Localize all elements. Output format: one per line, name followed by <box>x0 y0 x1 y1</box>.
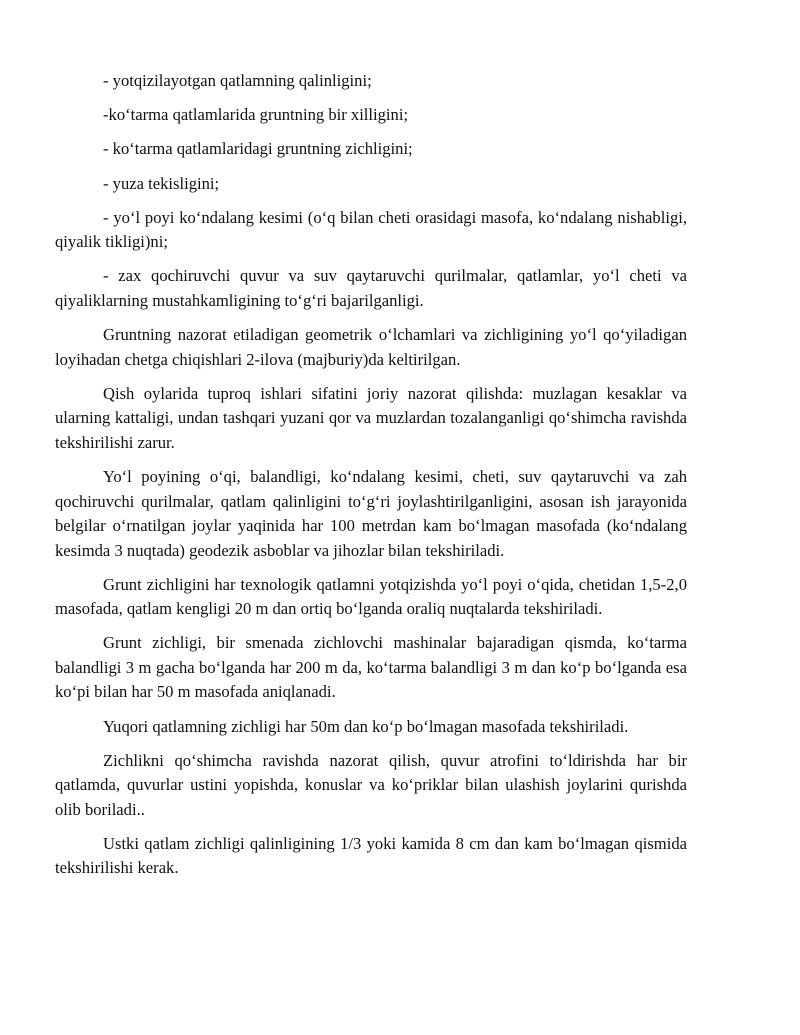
paragraph-9: Yo‘l poyining o‘qi, balandligi, ko‘ndalang kesimi, cheti, suv qaytaruvchi va zah qochiruvchi qurilmalar, qatlam qalinligini to‘g‘ri joylashtirilganligini, asosan ish jarayonida belgilar o‘rnatilgan joylar yaqinida har 100 metrdan kam bo‘lmagan masofada (ko‘ndalang kesimda 3 nuqtada) geodezik asboblar va jihozlar bilan tekshiriladi. <box>55 467 687 560</box>
paragraph-13: Zichlikni qo‘shimcha ravishda nazorat qilish, quvur atrofini to‘ldirishda har bir qatlamda, quvurlar ustini yopishda, konuslar va ko‘priklar bilan ulashish joylarini qurishda olib boriladi.. <box>55 750 687 819</box>
paragraph-10: Grunt zichligini har texnologik qatlamni yotqizishda yo‘l poyi o‘qida, chetidan 1,5-2,0 masofada, qatlam kengligi 20 m dan ortiq bo‘lganda oraliq nuqtalarda tekshiriladi. <box>55 574 687 619</box>
paragraph-7: Gruntning nazorat etiladigan geometrik o‘lchamlari va zichligining yo‘l qo‘yiladigan loyihadan chetga chiqishlari 2-ilova (majburiy)da keltirilgan. <box>55 325 687 369</box>
paragraph-6: - zax qochiruvchi quvur va suv qaytaruvchi qurilmalar, qatlamlar, yo‘l cheti va qiyaliklarning mustahkamligining to‘g‘ri bajarilganligi. <box>55 266 687 310</box>
paragraph-3: - ko‘tarma qatlamlaridagi gruntning zichligini; <box>103 139 413 159</box>
paragraph-2: -ko‘tarma qatlamlarida gruntning bir xilligini; <box>103 105 409 125</box>
document-page <box>55 69 687 891</box>
paragraph-11: Grunt zichligi, bir smenada zichlovchi mashinalar bajaradigan qismda, ko‘tarma balandligi 3 m gacha bo‘lganda har 200 m da, ko‘tarma balandligi 3 m dan ko‘p bo‘lganda esa ko‘pi bilan har 50 m masofada aniqlanadi. <box>55 633 687 702</box>
paragraph-1: - yotqizilayotgan qatlamning qalinligini; <box>103 71 372 90</box>
paragraph-8: Qish oylarida tuproq ishlari sifatini joriy nazorat qilishda: muzlagan kesaklar va ularning kattaligi, undan tashqari yuzani qor va muzlardan tozalanganligi qo‘shimcha ravishda tekshirilishi zarur. <box>55 383 687 452</box>
paragraph-14: Ustki qatlam zichligi qalinligining 1/3 yoki kamida 8 cm dan kam bo‘lmagan qismida tekshirilishi kerak. <box>55 833 687 878</box>
paragraph-4: - yuza tekisligini; <box>103 173 220 193</box>
paragraph-12: Yuqori qatlamning zichligi har 50m dan ko‘p bo‘lmagan masofada tekshiriladi. <box>103 716 629 736</box>
paragraph-5: - yo‘l poyi ko‘ndalang kesimi (o‘q bilan cheti orasidagi masofa, ko‘ndalang nishabligi, qiyalik tikligi)ni; <box>55 207 687 252</box>
